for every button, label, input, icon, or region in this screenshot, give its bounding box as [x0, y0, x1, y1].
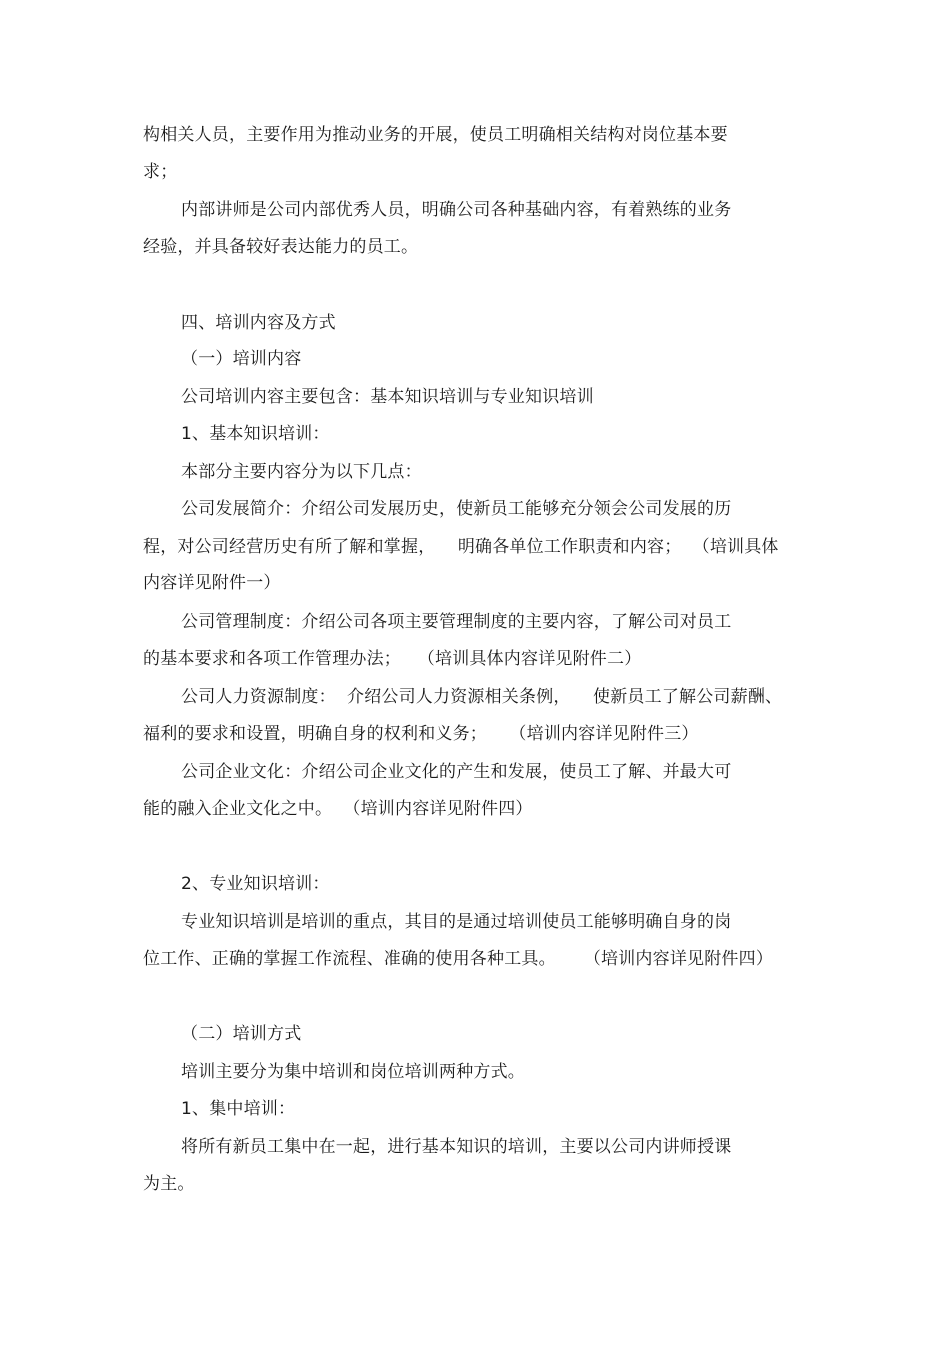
text-line: 求； — [143, 162, 178, 182]
item-heading: 2、专业知识培训： — [181, 874, 330, 894]
text-line: 经验，并具备较好表达能力的员工。 — [143, 237, 419, 257]
text-line: 培训主要分为集中培训和岗位培训两种方式。 — [181, 1062, 525, 1082]
text-line: 公司管理制度：介绍公司各项主要管理制度的主要内容，了解公司对员工 — [181, 612, 732, 632]
text-line: 公司发展简介：介绍公司发展历史，使新员工能够充分领会公司发展的历 — [181, 499, 732, 519]
item-heading: 1、集中培训： — [181, 1099, 296, 1119]
text-line: 程，对公司经营历史有所了解和掌握， 明确各单位工作职责和内容； （培训具体 — [143, 537, 779, 557]
text-line: 位工作、正确的掌握工作流程、准确的使用各种工具。 （培训内容详见附件四） — [143, 949, 774, 969]
text-line: 内容详见附件一） — [143, 573, 281, 593]
section-heading: 四、培训内容及方式 — [181, 313, 336, 333]
text-line: 本部分主要内容分为以下几点： — [181, 462, 422, 482]
text-line: 专业知识培训是培训的重点，其目的是通过培训使员工能够明确自身的岗 — [181, 912, 732, 932]
text-line: 公司企业文化：介绍公司企业文化的产生和发展，使员工了解、并最大可 — [181, 762, 732, 782]
item-heading: 1、基本知识培训： — [181, 424, 330, 444]
text-line: 公司人力资源制度： 介绍公司人力资源相关条例， 使新员工了解公司薪酬、 — [181, 687, 783, 707]
text-line: 构相关人员，主要作用为推动业务的开展，使员工明确相关结构对岗位基本要 — [143, 125, 728, 145]
text-line: 福利的要求和设置，明确自身的权利和义务； （培训内容详见附件三） — [143, 724, 699, 744]
text-line: 内部讲师是公司内部优秀人员，明确公司各种基础内容，有着熟练的业务 — [181, 200, 732, 220]
subsection-heading: （一）培训内容 — [181, 349, 302, 369]
text-line: 为主。 — [143, 1174, 195, 1194]
text-line: 公司培训内容主要包含：基本知识培训与专业知识培训 — [181, 387, 594, 407]
text-line: 将所有新员工集中在一起，进行基本知识的培训，主要以公司内讲师授课 — [181, 1137, 732, 1157]
text-line: 的基本要求和各项工作管理办法； （培训具体内容详见附件二） — [143, 649, 642, 669]
subsection-heading: （二）培训方式 — [181, 1024, 302, 1044]
text-line: 能的融入企业文化之中。 （培训内容详见附件四） — [143, 799, 533, 819]
